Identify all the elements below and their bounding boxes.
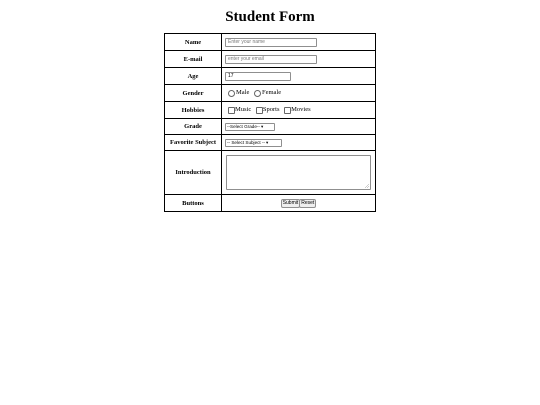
email-input[interactable]: enter your email: [225, 55, 317, 64]
gender-female-radio[interactable]: [254, 90, 261, 97]
reset-button[interactable]: Reset: [301, 199, 315, 206]
hobby-sports-label: Sports: [262, 106, 280, 114]
grade-select-value: --Select Grade--: [227, 123, 260, 129]
form-row-grade: [165, 119, 376, 135]
form-row-email: [165, 51, 376, 68]
form-row-hobbies: [165, 102, 376, 119]
button-group: [225, 199, 372, 208]
form-row-subject: [165, 135, 376, 151]
subject-select[interactable]: [225, 139, 282, 147]
form-row-name: [165, 34, 376, 51]
gender-male-radio[interactable]: [228, 90, 235, 97]
subject-label: Favorite Subject: [165, 135, 222, 151]
form-row-gender: [165, 85, 376, 102]
gender-male-label: Male: [236, 89, 250, 97]
resize-grip-icon[interactable]: [365, 184, 369, 188]
form-row-buttons: [165, 195, 376, 212]
chevron-down-icon: ▾: [266, 139, 269, 145]
gender-female-label: Female: [261, 89, 282, 97]
hobby-sports-checkbox[interactable]: [256, 107, 263, 114]
student-form-table: [164, 33, 376, 212]
gender-label: Gender: [165, 85, 222, 102]
hobby-music-checkbox[interactable]: [228, 107, 235, 114]
age-label: Age: [165, 68, 222, 85]
name-input[interactable]: Enter your name: [225, 38, 317, 47]
introduction-label: Introduction: [165, 151, 222, 195]
name-label: Name: [165, 34, 222, 51]
grade-select[interactable]: [225, 123, 275, 131]
buttons-label: Buttons: [165, 195, 222, 212]
subject-select-value: -- Select Subject --: [227, 139, 266, 145]
submit-button[interactable]: Submit: [282, 199, 299, 206]
email-label: E-mail: [165, 51, 222, 68]
age-input[interactable]: 17: [225, 72, 291, 81]
page-title: Student Form: [225, 9, 315, 25]
form-row-introduction: [165, 151, 376, 195]
introduction-textarea[interactable]: [226, 155, 371, 190]
hobbies-label: Hobbies: [165, 102, 222, 119]
grade-label: Grade: [165, 119, 222, 135]
form-row-age: [165, 68, 376, 85]
hobby-movies-label: Movies: [291, 106, 311, 114]
hobby-music-label: Music: [235, 106, 252, 114]
chevron-down-icon: ▾: [260, 123, 264, 129]
